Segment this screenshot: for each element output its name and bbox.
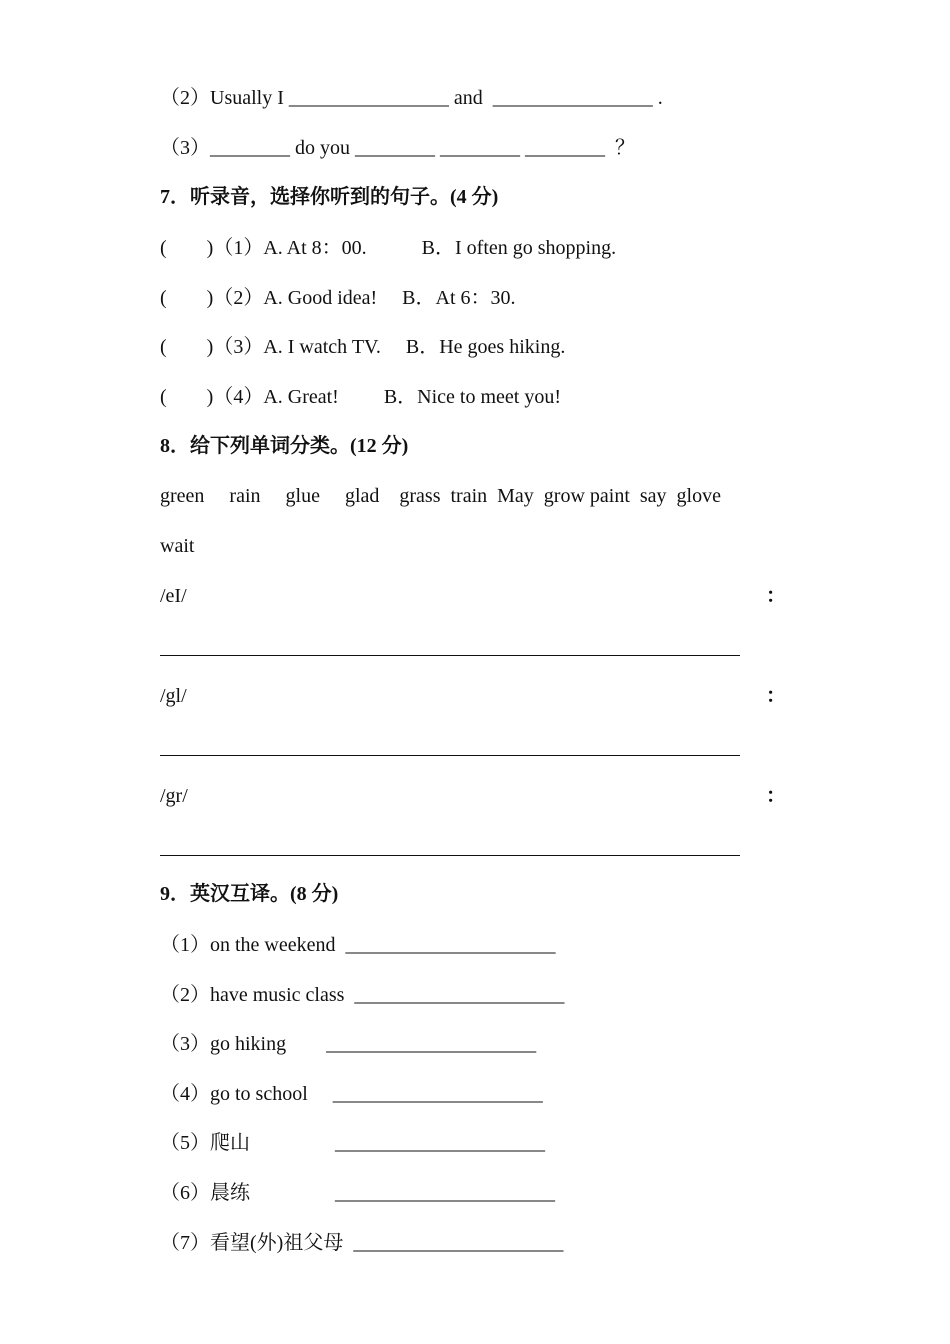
q8-heading: 8．给下列单词分类。(12 分) <box>160 435 409 457</box>
q9-item-4: （4）go to school _____________________ <box>160 1083 543 1105</box>
q8-category-gr-label: /gr/ <box>160 785 188 807</box>
q9-heading: 9．英汉互译。(8 分) <box>160 883 339 905</box>
q8-category-ei-label: /eI/ <box>160 585 187 607</box>
q8-category-gr-colon: ： <box>766 785 786 807</box>
q9-item-5: （5）爬山 _____________________ <box>160 1132 545 1154</box>
q8-category-ei-answer-line <box>160 655 740 656</box>
q8-word-list-line-2: wait <box>160 535 195 557</box>
q9-item-7: （7）看望(外)祖父母 _____________________ <box>160 1232 564 1254</box>
q7-option-4: ( )（4）A. Great! B．Nice to meet you! <box>160 386 562 408</box>
q9-item-3: （3）go hiking _____________________ <box>160 1033 537 1055</box>
q7-option-3: ( )（3）A. I watch TV. B．He goes hiking. <box>160 336 566 358</box>
q7-heading: 7．听录音，选择你听到的句子。(4 分) <box>160 186 499 208</box>
q7-option-2: ( )（2）A. Good idea! B．At 6：30. <box>160 287 516 309</box>
q7-option-1: ( )（1）A. At 8：00. B．I often go shopping. <box>160 237 617 259</box>
q6-item-3: （3）________ do you ________ ________ ________ ？ <box>160 137 635 159</box>
q8-category-gl-answer-line <box>160 755 740 756</box>
q8-category-gl-colon: ： <box>766 685 786 707</box>
q6-item-2: （2）Usually I ________________ and ________________ . <box>160 87 663 109</box>
q9-item-1: （1）on the weekend _____________________ <box>160 934 556 956</box>
q9-item-6: （6）晨练 ______________________ <box>160 1182 555 1204</box>
q8-category-ei-colon: ： <box>766 585 786 607</box>
q8-category-gr-answer-line <box>160 855 740 856</box>
q8-category-gl-label: /gl/ <box>160 685 187 707</box>
q9-item-2: （2）have music class _____________________ <box>160 984 565 1006</box>
q8-word-list-line-1: green rain glue glad grass train May grow paint say glove <box>160 485 721 507</box>
